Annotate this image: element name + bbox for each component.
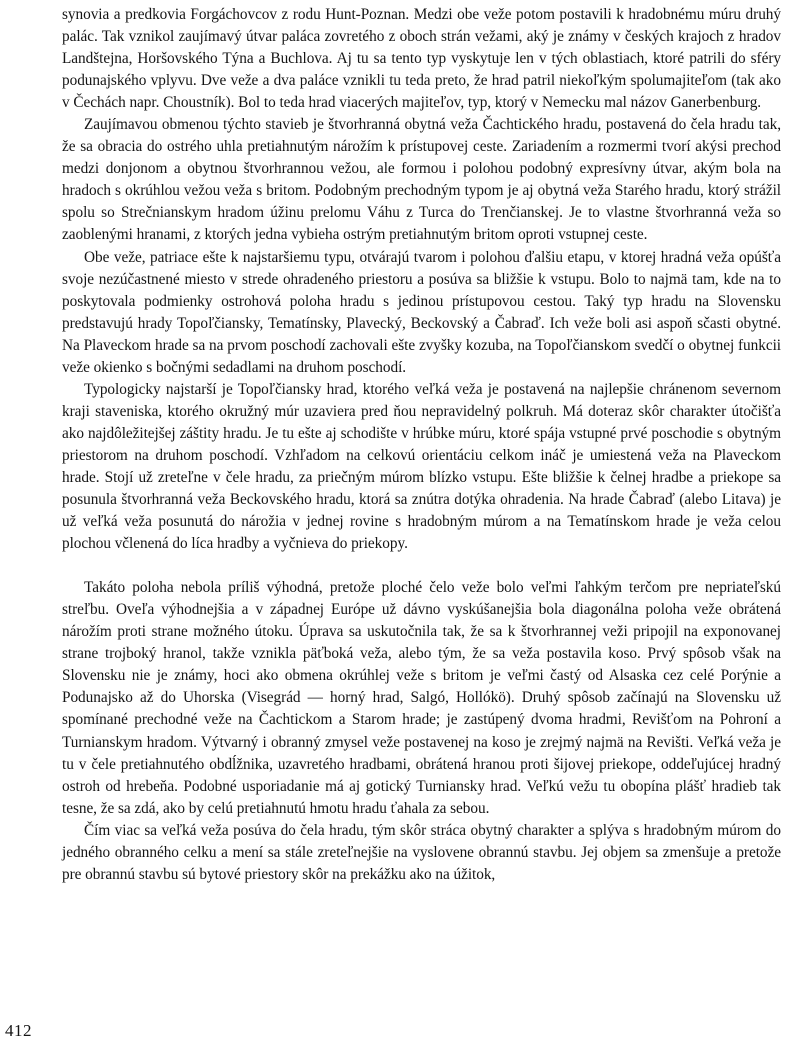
paragraph: Čím viac sa veľká veža posúva do čela hradu, tým skôr stráca obytný charakter a splýva s hradobným múrom do jedného obranného celku a mení sa stále zreteľnejšie na vyslovene obrannú stavbu. Jej objem sa zmenšuje a pretože pre obrannú stavbu sú bytové priestory skôr na prekážku ako na úžitok, (62, 821, 781, 883)
paragraph: Obe veže, patriace ešte k najstaršiemu typu, otvárajú tvarom i polohou ďalšiu etapu, v ktorej hradná veža opúšťa svoje nezúčastnené miesto v strede ohradeného priestoru a posúva sa bližšie k vstupu. Bolo to najmä tam, kde na to poskytovala podmienky ostrohová poloha hradu s jedinou prístupovou cestou. Taký typ hradu na Slovensku predstavujú hrady Topoľčiansky, Tematínsky, Plavecký, Beckovský a Čabraď. Ich veže boli asi aspoň sčasti obytné. Na Plaveckom hrade sa na prvom poschodí zachovali ešte zvyšky kozuba, na Topoľčianskom svedčí o obytnej funkcii veže okienko s bočnými sedadlami na druhom poschodí. (62, 248, 781, 376)
paragraph: Takáto poloha nebola príliš výhodná, pretože ploché čelo veže bolo veľmi ľahkým terčom pre nepriateľskú streľbu. Oveľa výhodnejšia a v západnej Európe už dávno vyskúšanejšia bola diagonálna poloha veže obrátená nárožím proti strane možného útoku. Úprava sa uskutočnila tak, že sa k štvorhrannej veži pripojil na exponovanej strane trojboký hranol, takže vznikla päťboká veža, alebo tým, že sa veža postavila koso. Prvý spôsob však na Slovensku nie je známy, hoci ako obmena okrúhlej veže s britom je veľmi častý od Alsaska cez celé Porýnie a Podunajsko až do Uhorska (Visegrád — horný hrad, Salgó, Hollókö). Druhý spôsob začínajú na Slovensku už spomínané prechodné veže na Čachtickom a Starom hrade; je zastúpený dvoma hradmi, Revišťom na Pohroní a Turnianskym hradom. Výtvarný i obranný zmysel veže postavenej na koso je zrejmý najmä na Revišti. Veľká veža je tu v čele pretiahnutého obdĺžnika, uzavretého hradbami, obrátená hranou proti šijovej priekope, oddeľujúcej hradný ostroh od hrebeňa. Podobné usporiadanie má aj gotický Turniansky hrad. Veľkú vežu tu obopína plášť hradieb tak tesne, že sa zdá, ako by celú pretiahnutú hmotu hradu ťahala za sebou. (62, 579, 781, 817)
paragraph: synovia a predkovia Forgáchovcov z rodu Hunt-Poznan. Medzi obe veže potom postavili k hradobnému múru druhý palác. Tak vznikol zaujímavý útvar paláca zovretého z oboch strán vežami, aký je známy v českých krajoch z hradov Landštejna, Horšovského Týna a Buchlova. Aj tu sa tento typ vyskytuje len v tých oblastiach, ktoré patrili do sféry podunajského vplyvu. Dve veže a dva paláce vznikli tu teda preto, že hrad patril niekoľkým spolumajiteľom (tak ako v Čechách napr. Choustník). Bol to teda hrad viacerých majiteľov, typ, ktorý v Nemecku mal názov Ganerbenburg. (62, 6, 781, 112)
paragraph: Typologicky najstarší je Topoľčiansky hrad, ktorého veľká veža je postavená na najlepšie chránenom severnom kraji staveniska, ktorého okružný múr uzaviera pred ňou nepravidelný polkruh. Má doteraz skôr charakter útočišťa ako najdôležitejšej záštity hradu. Je tu ešte aj schodište v hrúbke múru, ktoré spája vstupné prvé poschodie s obytným priestorom na druhom poschodí. Vzhľadom na celkovú orientáciu celkom ináč je umiestená veža na Plaveckom hrade. Stojí už zreteľne v čele hradu, za priečným múrom blízko vstupu. Ešte bližšie k čelnej hradbe a priekope sa posunula štvorhranná veža Beckovského hradu, ktorá sa znútra dotýka ohradenia. Na hrade Čabraď (alebo Litava) je už veľká veža posunutá do nárožia v jednej rovine s hradobným múrom a na Tematínskom hrade je veža celou plochou včlenená do líca hradby a vyčnieva do priekopy. (62, 380, 781, 553)
body-text (62, 4, 781, 886)
page-number: 412 (5, 1021, 32, 1040)
paragraph: Zaujímavou obmenou týchto stavieb je štvorhranná obytná veža Čachtického hradu, postavená do čela hradu tak, že sa obracia do ostrého uhla pretiahnutým nárožím k prístupovej ceste. Zariadením a rozmermi tvorí akýsi prechod medzi donjonom a obytnou štvorhrannou vežou, ale formou i polohou podobný expresívny útvar, akým bola na hradoch s okrúhlou vežou veža s britom. Podobným prechodným typom je aj obytná veža Starého hradu, ktorý strážil spolu so Strečnianskym hradom úžinu prelomu Váhu z Turca do Trenčianskej. Je to vlastne štvorhranná veža so zaoblenými hranami, z ktorých jedna vybieha ostrým pretiahnutým britom oproti vstupnej ceste. (62, 116, 781, 244)
